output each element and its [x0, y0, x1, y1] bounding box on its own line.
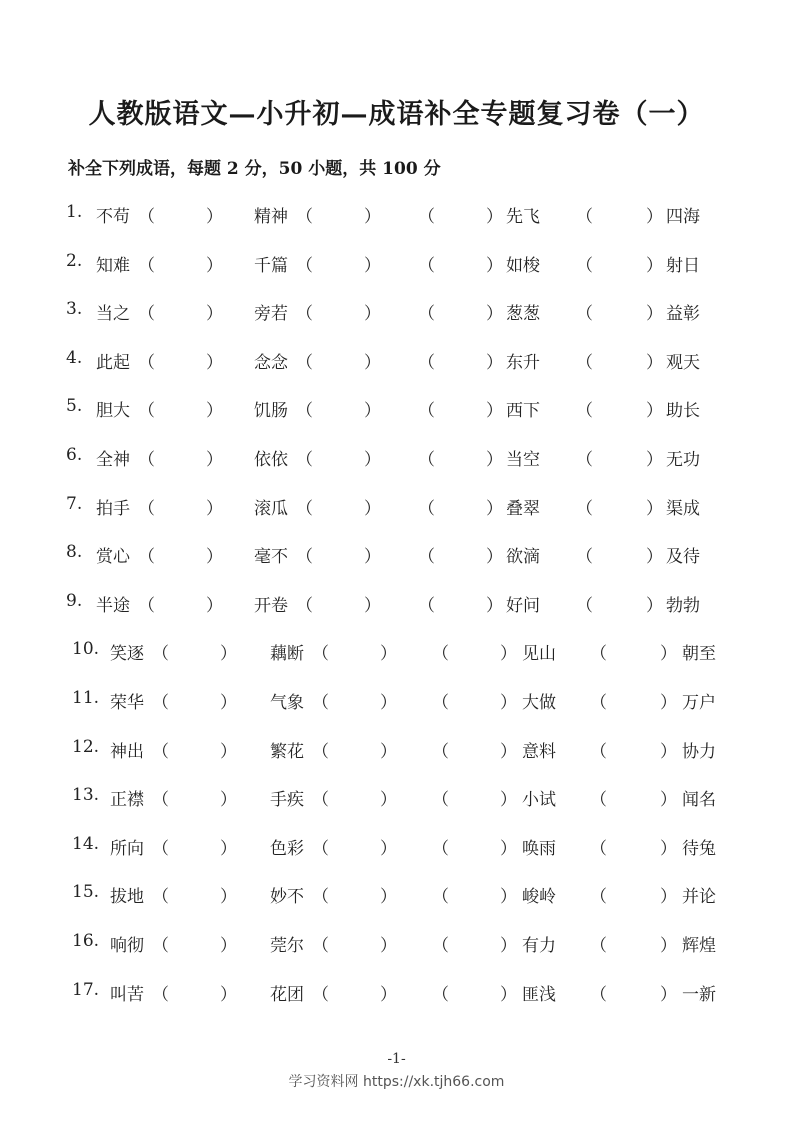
paren-close: ） [220, 790, 237, 811]
paren-open: （ [296, 352, 313, 373]
page-number: -1- [387, 1051, 406, 1067]
paren-open: （ [576, 449, 593, 470]
paren-close: ） [380, 984, 397, 1005]
idiom-fragment-b: 妙不 [270, 887, 304, 908]
paren-close: ） [364, 207, 381, 227]
question-number: 8. [66, 542, 83, 563]
question-row [0, 627, 793, 676]
idiom-fragment-d: 并论 [682, 887, 716, 908]
question-row [0, 579, 793, 628]
paren-close: ） [206, 595, 223, 616]
idiom-fragment-b: 气象 [270, 692, 304, 713]
idiom-fragment-a: 当之 [96, 304, 130, 325]
idiom-fragment-b: 念念 [254, 352, 288, 373]
idiom-fragment-b: 藕断 [270, 644, 304, 665]
paren-close: ） [646, 498, 663, 519]
idiom-fragment-b: 依依 [254, 449, 288, 470]
paren-open: （ [296, 401, 313, 422]
paren-open: （ [296, 595, 313, 616]
paren-close: ） [646, 595, 663, 616]
paren-close: ） [220, 887, 237, 908]
idiom-fragment-b: 饥肠 [254, 401, 288, 422]
paren-open: （ [576, 547, 593, 568]
idiom-fragment-c: 唤雨 [522, 838, 556, 859]
paren-close: ） [206, 401, 223, 422]
paren-close: ） [220, 838, 237, 859]
paren-close: ） [220, 644, 237, 665]
paren-open: （ [138, 207, 155, 227]
paren-open: （ [590, 644, 607, 665]
paren-open: （ [296, 207, 313, 227]
idiom-fragment-d: 朝至 [682, 644, 716, 665]
idiom-fragment-d: 无功 [666, 449, 700, 470]
idiom-fragment-b: 繁花 [270, 741, 304, 762]
idiom-fragment-c: 叠翠 [506, 498, 540, 519]
idiom-fragment-b: 手疾 [270, 790, 304, 811]
paren-close: ） [364, 547, 381, 568]
question-row [0, 433, 793, 482]
idiom-fragment-c: 东升 [506, 352, 540, 373]
idiom-fragment-d: 益彰 [666, 304, 700, 325]
idiom-fragment-d: 闻名 [682, 790, 716, 811]
paren-open: （ [590, 887, 607, 908]
paren-open: （ [296, 547, 313, 568]
paren-close: ） [380, 838, 397, 859]
paren-close: ） [500, 644, 517, 665]
idiom-fragment-b: 千篇 [254, 255, 288, 276]
paren-close: ） [364, 352, 381, 373]
paren-close: ） [660, 887, 677, 908]
paren-close: ） [660, 790, 677, 811]
idiom-fragment-c: 葱葱 [506, 304, 540, 325]
paren-open: （ [432, 741, 449, 762]
paren-close: ） [660, 644, 677, 665]
idiom-fragment-a: 正襟 [110, 790, 144, 811]
idiom-fragment-a: 全神 [96, 449, 130, 470]
question-row [0, 773, 793, 822]
paren-open: （ [138, 401, 155, 422]
paren-open: （ [296, 255, 313, 276]
paren-close: ） [486, 547, 503, 568]
paren-close: ） [500, 984, 517, 1005]
question-row [0, 968, 793, 1017]
paren-open: （ [152, 790, 169, 811]
question-number: 9. [66, 590, 83, 611]
paren-open: （ [590, 790, 607, 811]
idiom-fragment-c: 大做 [522, 692, 556, 713]
idiom-fragment-a: 不苟 [96, 207, 130, 227]
idiom-fragment-d: 射日 [666, 255, 700, 276]
question-list [0, 190, 793, 1016]
paren-close: ） [380, 790, 397, 811]
paren-open: （ [576, 255, 593, 276]
paren-close: ） [660, 984, 677, 1005]
paren-close: ） [660, 935, 677, 956]
idiom-fragment-a: 半途 [96, 595, 130, 616]
question-number: 12. [72, 736, 100, 757]
idiom-fragment-b: 精神 [254, 207, 288, 227]
paren-open: （ [432, 644, 449, 665]
question-number: 10. [72, 639, 100, 660]
question-row [0, 530, 793, 579]
paren-open: （ [138, 255, 155, 276]
paren-open: （ [152, 644, 169, 665]
question-number: 1. [66, 202, 83, 222]
paren-open: （ [312, 887, 329, 908]
paren-open: （ [296, 304, 313, 325]
question-number: 14. [72, 833, 100, 854]
paren-close: ） [206, 207, 223, 227]
paren-open: （ [296, 449, 313, 470]
idiom-fragment-a: 胆大 [96, 401, 130, 422]
paren-open: （ [576, 304, 593, 325]
instruction-text: 补全下列成语，每题 2 分，50 小题，共 100 分 [68, 159, 441, 179]
paren-close: ） [500, 935, 517, 956]
paren-open: （ [152, 692, 169, 713]
paren-close: ） [660, 692, 677, 713]
paren-open: （ [590, 935, 607, 956]
paren-close: ） [206, 547, 223, 568]
idiom-fragment-d: 待兔 [682, 838, 716, 859]
paren-open: （ [418, 401, 435, 422]
paren-close: ） [500, 838, 517, 859]
question-number: 7. [66, 493, 83, 514]
paren-open: （ [152, 887, 169, 908]
paren-open: （ [296, 498, 313, 519]
idiom-fragment-c: 小试 [522, 790, 556, 811]
paren-close: ） [646, 449, 663, 470]
idiom-fragment-d: 协力 [682, 741, 716, 762]
idiom-fragment-b: 莞尔 [270, 935, 304, 956]
paren-open: （ [138, 547, 155, 568]
question-row [0, 919, 793, 968]
paren-open: （ [418, 207, 435, 227]
paren-open: （ [312, 741, 329, 762]
paren-close: ） [500, 692, 517, 713]
paren-close: ） [364, 401, 381, 422]
paren-open: （ [152, 935, 169, 956]
idiom-fragment-a: 神出 [110, 741, 144, 762]
question-number: 16. [72, 930, 100, 951]
idiom-fragment-c: 当空 [506, 449, 540, 470]
paren-open: （ [152, 838, 169, 859]
paren-open: （ [590, 692, 607, 713]
paren-close: ） [646, 304, 663, 325]
idiom-fragment-a: 赏心 [96, 547, 130, 568]
paren-close: ） [646, 207, 663, 227]
paren-open: （ [576, 207, 593, 227]
paren-open: （ [312, 838, 329, 859]
idiom-fragment-b: 毫不 [254, 547, 288, 568]
question-number: 2. [66, 250, 83, 271]
paren-close: ） [364, 449, 381, 470]
paren-open: （ [138, 498, 155, 519]
paren-close: ） [220, 692, 237, 713]
question-row [0, 676, 793, 725]
idiom-fragment-a: 笑逐 [110, 644, 144, 665]
idiom-fragment-a: 叫苦 [110, 984, 144, 1005]
paren-open: （ [152, 741, 169, 762]
question-number: 13. [72, 785, 100, 806]
paren-close: ） [486, 207, 503, 227]
paren-open: （ [576, 595, 593, 616]
question-row [0, 725, 793, 774]
paren-open: （ [576, 498, 593, 519]
paren-close: ） [646, 352, 663, 373]
paren-open: （ [418, 547, 435, 568]
idiom-fragment-c: 如梭 [506, 255, 540, 276]
paren-open: （ [432, 790, 449, 811]
idiom-fragment-c: 好问 [506, 595, 540, 616]
question-number: 11. [72, 687, 100, 708]
idiom-fragment-a: 拍手 [96, 498, 130, 519]
paren-close: ） [380, 692, 397, 713]
idiom-fragment-b: 旁若 [254, 304, 288, 325]
idiom-fragment-d: 一新 [682, 984, 716, 1005]
idiom-fragment-d: 辉煌 [682, 935, 716, 956]
paren-close: ） [364, 498, 381, 519]
paren-close: ） [364, 255, 381, 276]
idiom-fragment-c: 峻岭 [522, 887, 556, 908]
idiom-fragment-c: 先飞 [506, 207, 540, 227]
paren-close: ） [220, 935, 237, 956]
paren-open: （ [590, 838, 607, 859]
question-row [0, 287, 793, 336]
paren-close: ） [220, 741, 237, 762]
idiom-fragment-a: 拔地 [110, 887, 144, 908]
idiom-fragment-b: 色彩 [270, 838, 304, 859]
idiom-fragment-b: 滚瓜 [254, 498, 288, 519]
question-row [0, 482, 793, 531]
paren-open: （ [576, 401, 593, 422]
paren-open: （ [138, 304, 155, 325]
paren-close: ） [486, 401, 503, 422]
paren-open: （ [418, 352, 435, 373]
idiom-fragment-a: 此起 [96, 352, 130, 373]
paren-close: ） [660, 741, 677, 762]
paren-close: ） [486, 449, 503, 470]
idiom-fragment-c: 有力 [522, 935, 556, 956]
paren-close: ） [486, 255, 503, 276]
paren-open: （ [152, 984, 169, 1005]
paren-close: ） [500, 741, 517, 762]
paren-close: ） [500, 887, 517, 908]
paren-close: ） [486, 498, 503, 519]
paren-open: （ [312, 644, 329, 665]
paren-open: （ [138, 449, 155, 470]
paren-open: （ [312, 692, 329, 713]
paren-open: （ [418, 255, 435, 276]
question-number: 4. [66, 347, 83, 368]
paren-close: ） [206, 352, 223, 373]
paren-open: （ [312, 984, 329, 1005]
paren-close: ） [486, 595, 503, 616]
paren-close: ） [646, 401, 663, 422]
paren-close: ） [500, 790, 517, 811]
paren-close: ） [220, 984, 237, 1005]
paren-close: ） [206, 449, 223, 470]
paren-close: ） [380, 741, 397, 762]
paren-close: ） [380, 887, 397, 908]
idiom-fragment-a: 知难 [96, 255, 130, 276]
paren-close: ） [364, 304, 381, 325]
paren-open: （ [576, 352, 593, 373]
paren-open: （ [418, 498, 435, 519]
paren-close: ） [646, 255, 663, 276]
question-row [0, 336, 793, 385]
idiom-fragment-d: 助长 [666, 401, 700, 422]
idiom-fragment-d: 四海 [666, 207, 700, 227]
paren-close: ） [380, 644, 397, 665]
question-number: 3. [66, 299, 83, 320]
idiom-fragment-d: 勃勃 [666, 595, 700, 616]
paren-open: （ [418, 304, 435, 325]
idiom-fragment-d: 万户 [682, 692, 716, 713]
idiom-fragment-d: 及待 [666, 547, 700, 568]
idiom-fragment-c: 西下 [506, 401, 540, 422]
paren-close: ） [380, 935, 397, 956]
paren-open: （ [138, 595, 155, 616]
paren-open: （ [590, 984, 607, 1005]
paren-open: （ [432, 692, 449, 713]
idiom-fragment-c: 见山 [522, 644, 556, 665]
paren-close: ） [486, 304, 503, 325]
idiom-fragment-c: 意料 [522, 741, 556, 762]
question-number: 17. [72, 979, 100, 1000]
paren-open: （ [312, 935, 329, 956]
paren-open: （ [590, 741, 607, 762]
idiom-fragment-a: 所向 [110, 838, 144, 859]
question-number: 5. [66, 396, 83, 417]
paren-open: （ [432, 838, 449, 859]
idiom-fragment-a: 荣华 [110, 692, 144, 713]
page-title: 人教版语文—小升初—成语补全专题复习卷（一） [88, 99, 705, 130]
paren-open: （ [432, 935, 449, 956]
question-number: 15. [72, 882, 100, 903]
paren-close: ） [206, 255, 223, 276]
question-row [0, 822, 793, 871]
paren-close: ） [364, 595, 381, 616]
paren-open: （ [418, 449, 435, 470]
paren-close: ） [206, 304, 223, 325]
idiom-fragment-c: 欲滴 [506, 547, 540, 568]
idiom-fragment-b: 开卷 [254, 595, 288, 616]
question-row [0, 239, 793, 288]
site-watermark: 学习资料网 https://xk.tjh66.com [288, 1074, 505, 1090]
paren-close: ） [660, 838, 677, 859]
paren-open: （ [432, 887, 449, 908]
paren-close: ） [486, 352, 503, 373]
paren-open: （ [432, 984, 449, 1005]
question-row [0, 190, 793, 239]
question-row [0, 384, 793, 433]
paren-close: ） [206, 498, 223, 519]
question-number: 6. [66, 444, 83, 465]
idiom-fragment-d: 观天 [666, 352, 700, 373]
idiom-fragment-a: 响彻 [110, 935, 144, 956]
idiom-fragment-b: 花团 [270, 984, 304, 1005]
question-row [0, 870, 793, 919]
idiom-fragment-c: 匪浅 [522, 984, 556, 1005]
paren-open: （ [312, 790, 329, 811]
paren-close: ） [646, 547, 663, 568]
paren-open: （ [418, 595, 435, 616]
paren-open: （ [138, 352, 155, 373]
idiom-fragment-d: 渠成 [666, 498, 700, 519]
